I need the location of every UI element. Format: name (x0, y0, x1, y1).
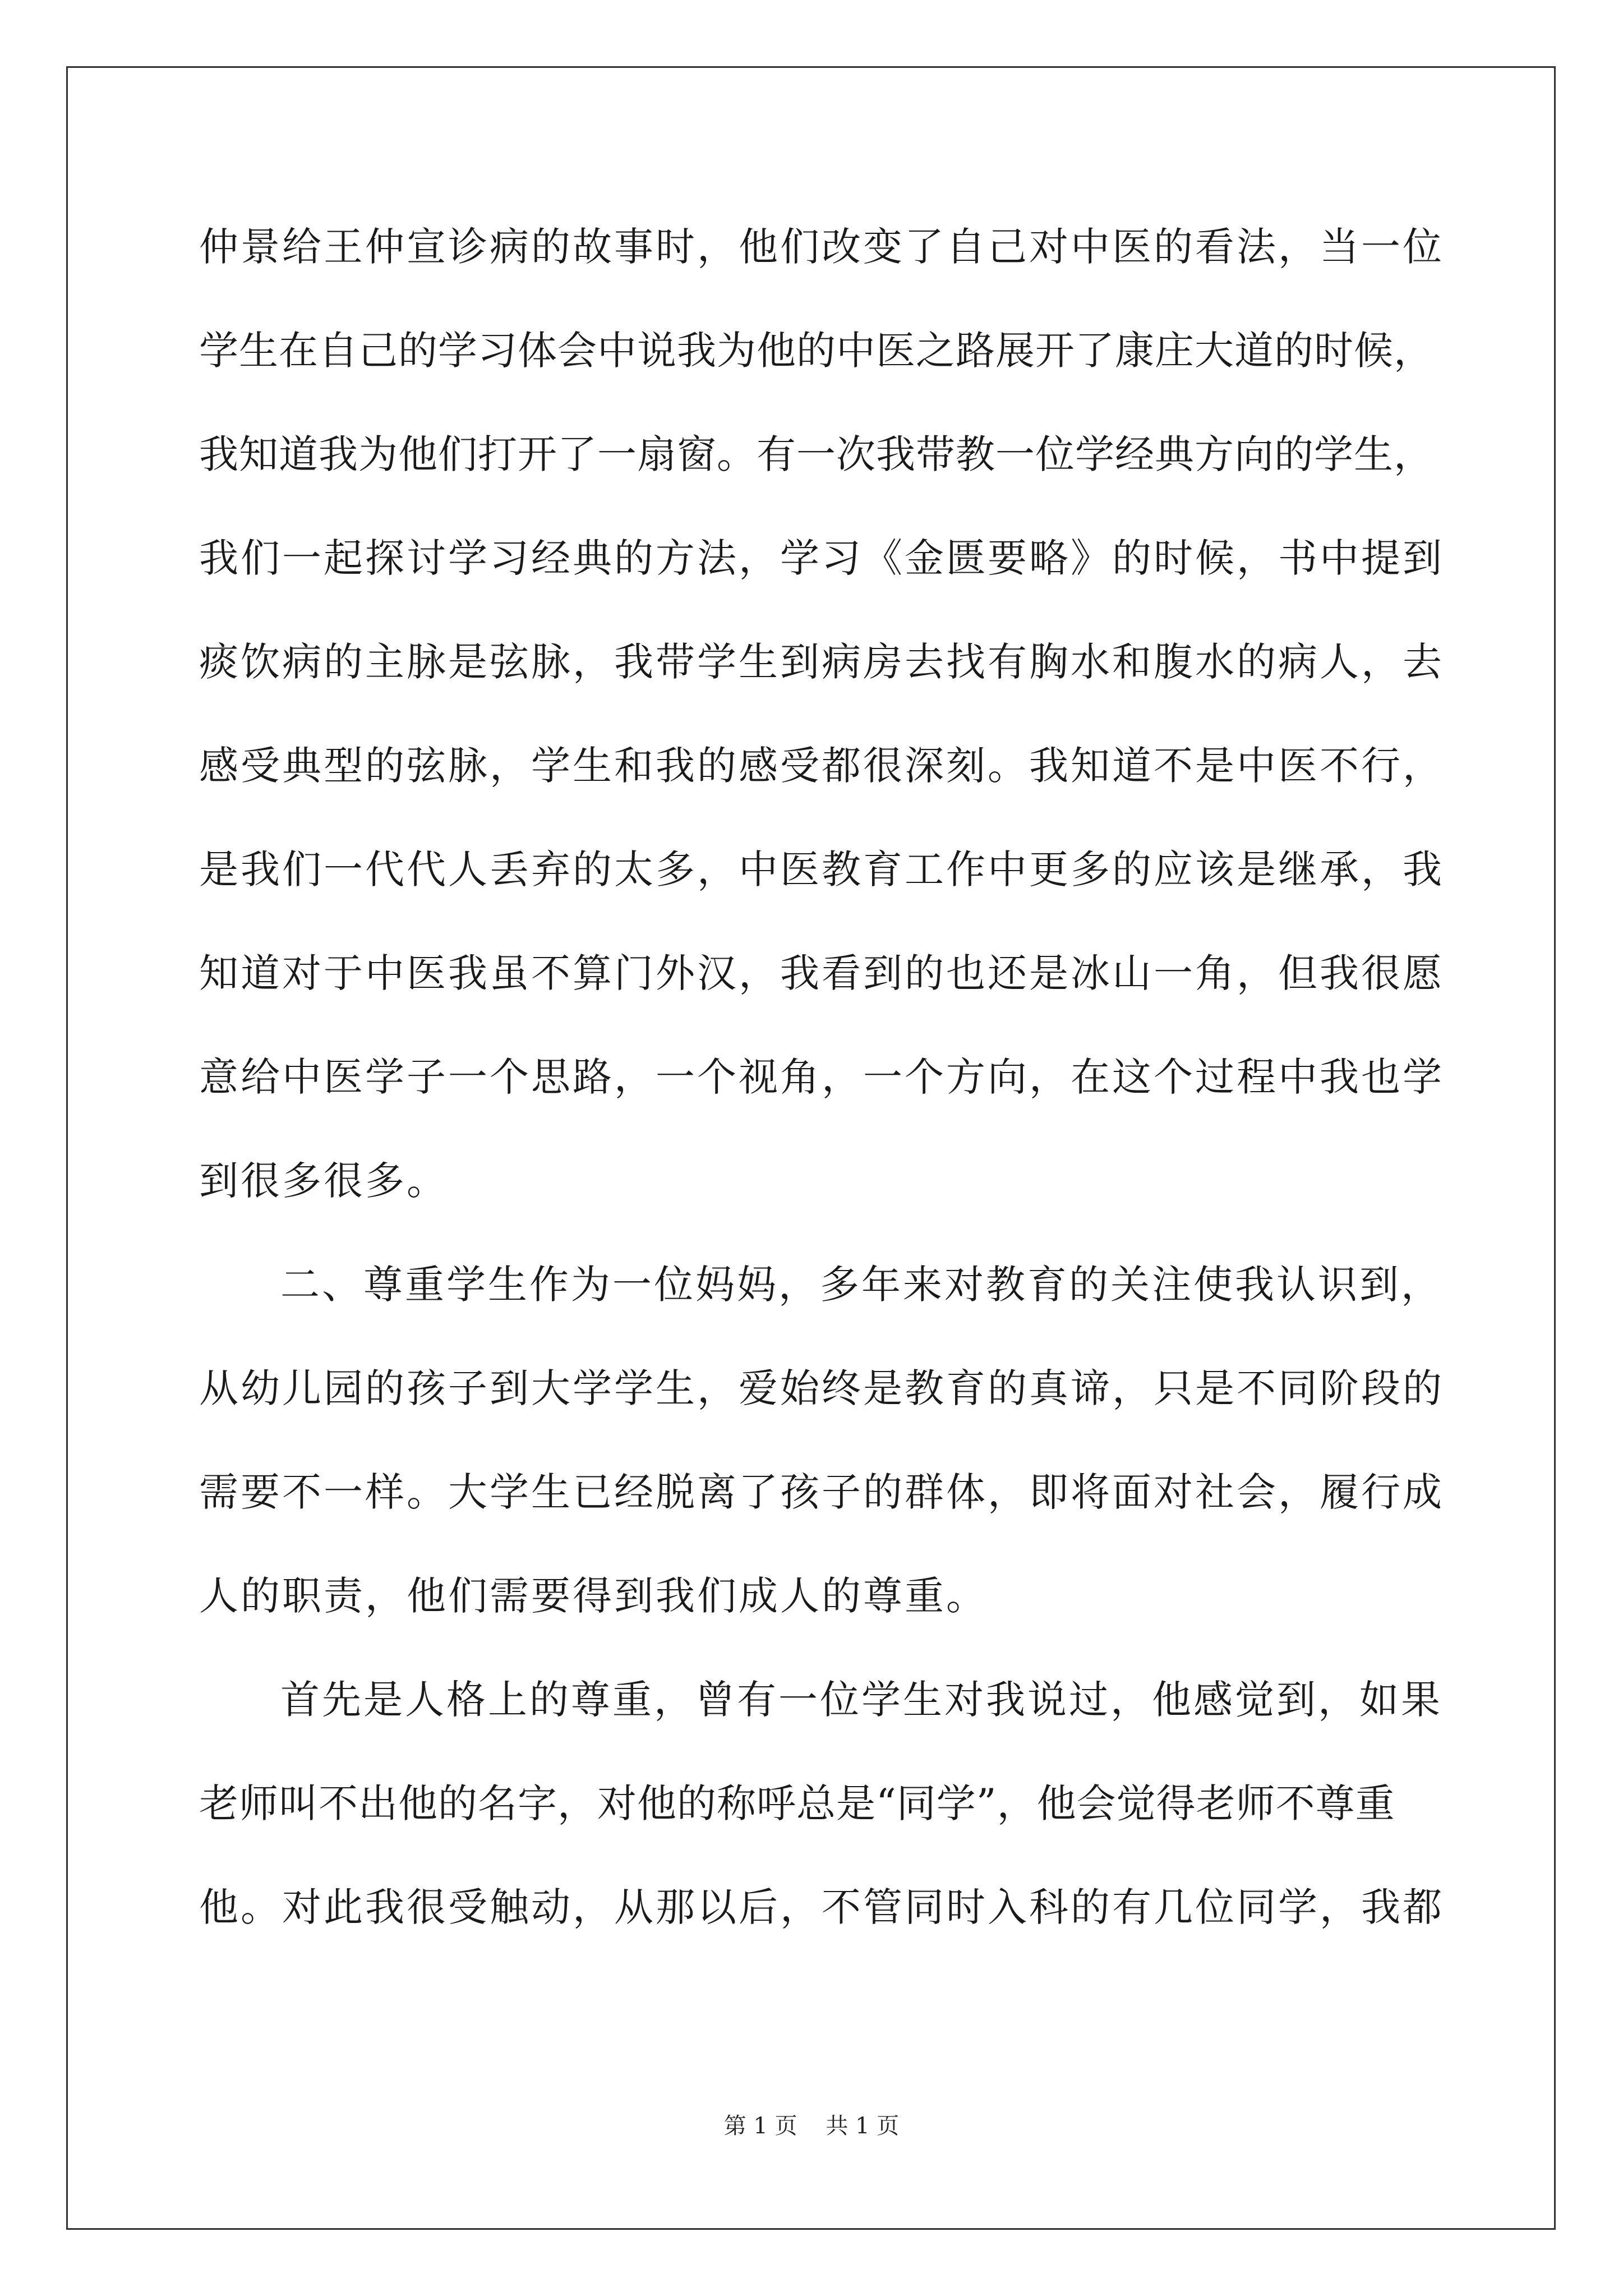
text-line-5: 痰饮病的主脉是弦脉，我带学生到病房去找有胸水和腹水的病人，去 (199, 639, 1444, 685)
text-line-1: 仲景给王仲宣诊病的故事时，他们改变了自己对中医的看法，当一位 (199, 224, 1444, 270)
text-line-15: 首先是人格上的尊重，曾有一位学生对我说过，他感觉到，如果 (280, 1677, 1442, 1723)
text-line-10: 到很多很多。 (199, 1158, 448, 1204)
text-line-17: 他。对此我很受触动，从那以后，不管同时入科的有几位同学，我都 (199, 1884, 1444, 1930)
text-line-14: 人的职责，他们需要得到我们成人的尊重。 (199, 1573, 988, 1619)
text-line-7: 是我们一代代人丢弃的太多，中医教育工作中更多的应该是继承，我 (199, 846, 1444, 892)
text-line-9: 意给中医学子一个思路，一个视角，一个方向，在这个过程中我也学 (199, 1054, 1444, 1100)
text-line-13: 需要不一样。大学生已经脱离了孩子的群体，即将面对社会，履行成 (199, 1469, 1444, 1515)
text-line-4: 我们一起探讨学习经典的方法，学习《金匮要略》的时候，书中提到 (199, 535, 1444, 581)
text-line-8: 知道对于中医我虽不算门外汉，我看到的也还是冰山一角，但我很愿 (199, 950, 1444, 996)
text-line-11: 二、尊重学生作为一位妈妈，多年来对教育的关注使我认识到， (280, 1262, 1442, 1308)
text-line-6: 感受典型的弦脉，学生和我的感受都很深刻。我知道不是中医不行， (199, 743, 1444, 789)
text-line-16: 老师叫不出他的名字，对他的称呼总是“同学”，他会觉得老师不尊重 (199, 1780, 1395, 1826)
page-number-footer: 第 1 页 共 1 页 (723, 2113, 900, 2139)
text-line-2: 学生在自己的学习体会中说我为他的中医之路展开了康庄大道的时候， (199, 328, 1433, 374)
text-line-12: 从幼儿园的孩子到大学学生，爱始终是教育的真谛，只是不同阶段的 (199, 1365, 1444, 1411)
text-line-3: 我知道我为他们打开了一扇窗。有一次我带教一位学经典方向的学生， (199, 431, 1433, 477)
